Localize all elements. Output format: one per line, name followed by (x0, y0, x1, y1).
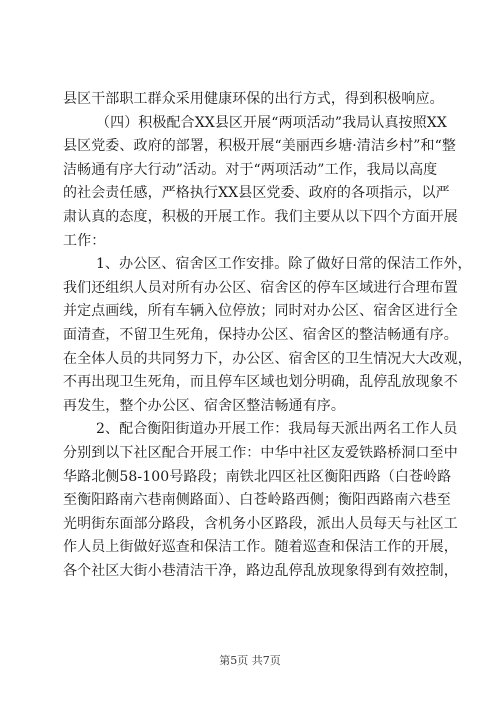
text-line: 不再出现卫生死角，而且停车区域也划分明确，乱停乱放现象不 (63, 374, 458, 391)
text-line: 华路北侧58-100号路段；南铁北四区社区衡阳西路（白苍岭路 (63, 468, 452, 485)
text-line: （四）积极配合XX县区开展“两项活动”我局认真按照XX (96, 114, 447, 131)
text-line: 洁畅通有序大行动”活动。对于“两项活动”工作，我局以高度 (63, 161, 438, 178)
text-line: 1、办公区、宿舍区工作安排。除了做好日常的保洁工作外， (96, 256, 472, 273)
text-line: 并定点画线，所有车辆入位停放；同时对办公区、宿舍区进行全 (63, 303, 458, 320)
text-line: 工作： (63, 232, 106, 249)
document-body (63, 88, 472, 583)
text-line: 至衡阳路南六巷南侧路面）、白苍岭路西侧；衡阳西路南六巷至 (63, 492, 451, 509)
text-line: 再发生，整个办公区、宿舍区整洁畅通有序。 (63, 397, 345, 414)
text-line: 2、配合衡阳街道办开展工作：我局每天派出两名工作人员 (96, 421, 458, 438)
text-line: 在全体人员的共同努力下，办公区、宿舍区的卫生情况大大改观， (63, 350, 472, 367)
text-line: 县区党委、政府的部署，积极开展“美丽西乡塘·清洁乡村”和“整 (63, 138, 456, 155)
text-line: 我们还组织人员对所有办公区、宿舍区的停车区域进行合理布置 (63, 279, 458, 296)
text-line: 分别到以下社区配合开展工作：中华中社区友爱铁路桥洞口至中 (63, 444, 458, 461)
page-number-footer: 第5页 共7页 (219, 654, 281, 667)
text-line: 肃认真的态度，积极的开展工作。我们主要从以下四个方面开展 (63, 208, 458, 225)
text-line: 面清查，不留卫生死角，保持办公区、宿舍区的整洁畅通有序。 (63, 326, 458, 343)
text-line: 的社会责任感，严格执行XX县区党委、政府的各项指示，以严 (63, 185, 450, 202)
text-line: 各个社区大街小巷清洁干净，路边乱停乱放现象得到有效控制， (63, 562, 458, 579)
text-line: 作人员上街做好巡查和保洁工作。随着巡查和保洁工作的开展， (63, 539, 458, 556)
text-line: 光明街东面部分路段，含机务小区路段，派出人员每天与社区工 (63, 515, 458, 532)
text-line: 县区干部职工群众采用健康环保的出行方式，得到积极响应。 (63, 91, 444, 107)
